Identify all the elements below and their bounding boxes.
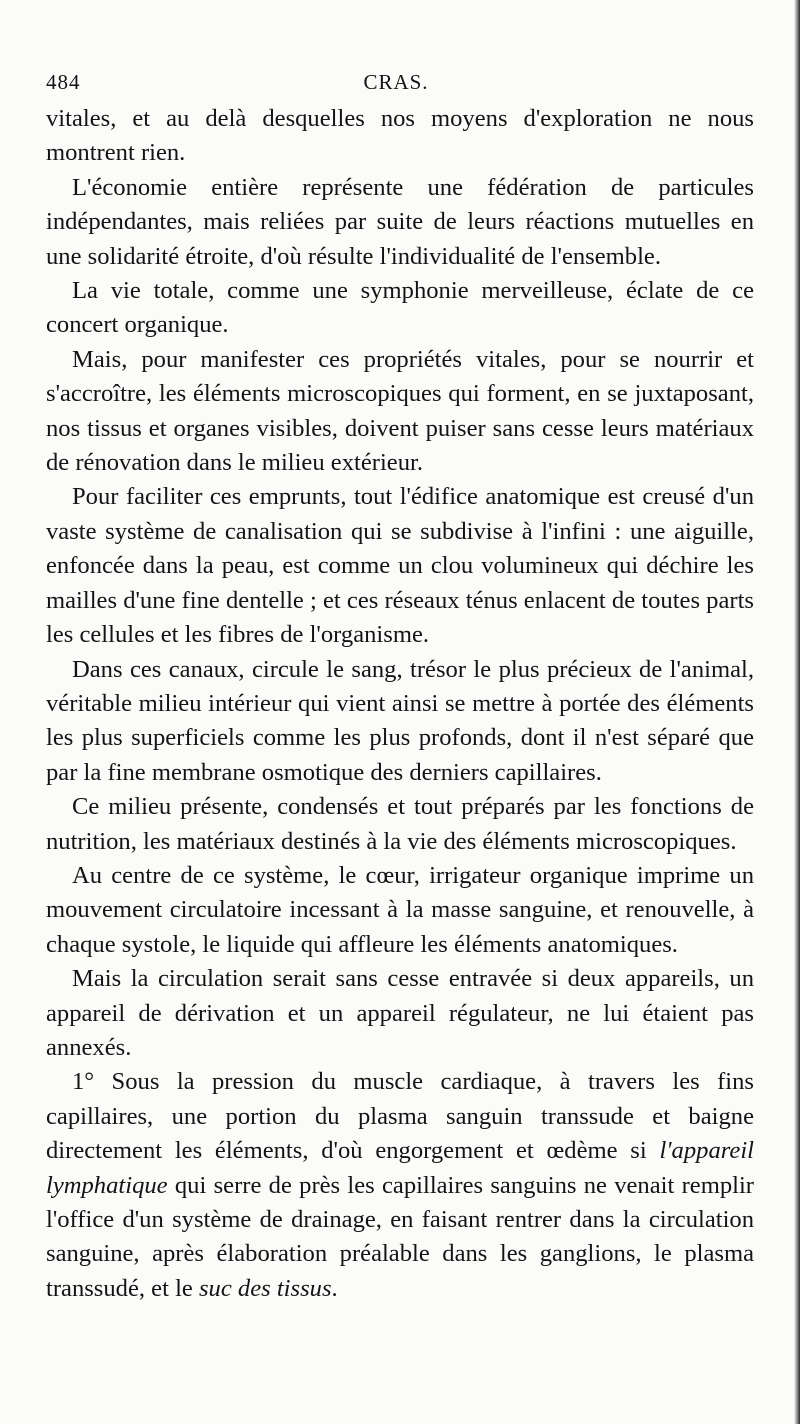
paragraph-text: 1° Sous la pression du muscle cardiaque, à travers les fins capillaires, une portion du plasma sanguin transsude et baigne directement les éléments, d'où engorgement et œdème si (46, 1068, 754, 1165)
paragraph: vitales, et au delà desquelles nos moyens d'exploration ne nous montrent rien. (46, 105, 754, 167)
page-header (46, 70, 746, 102)
running-head: CRAS. (363, 70, 429, 94)
paragraph: L'économie entière représente une fédération de particules indépendantes, mais reliées par suite de leurs réactions mutuelles en une solidarité étroite, d'où résulte l'individualité de l'ensemble. (46, 173, 754, 270)
paragraph: Ce milieu présente, condensés et tout préparés par les fonctions de nutrition, les matériaux destinés à la vie des éléments microscopiques. (46, 793, 754, 855)
italic-term: l'appareil lymphatique (46, 1137, 754, 1199)
paragraph (46, 1065, 754, 1306)
paragraph: Mais, pour manifester ces propriétés vitales, pour se nourrir et s'accroître, les éléments microscopiques qui forment, en se juxtaposant, nos tissus et organes visibles, doivent puiser sans cesse leurs matériaux de rénovation dans le milieu extérieur. (46, 345, 754, 477)
paragraph: La vie totale, comme une symphonie merveilleuse, éclate de ce concert organique. (46, 277, 754, 339)
paragraph-text: qui serre de près les capillaires sanguins ne venait remplir l'office d'un système de drainage, en faisant rentrer dans la circulation sanguine, après élaboration préalable dans les ganglions, le plasma transsudé, et le (46, 1171, 754, 1302)
paragraph: Dans ces canaux, circule le sang, trésor le plus précieux de l'animal, véritable milieu intérieur qui vient ainsi se mettre à portée des éléments les plus superficiels comme les plus profonds, dont il n'est séparé que par la fine membrane osmotique des derniers capillaires. (46, 655, 754, 786)
paragraph: Au centre de ce système, le cœur, irrigateur organique imprime un mouvement circulatoire incessant à la masse sanguine, et renouvelle, à chaque systole, le liquide qui affleure les éléments anatomiques. (46, 861, 754, 958)
scan-edge-shadow (794, 0, 800, 1424)
body-text (46, 102, 754, 1306)
paragraph: Pour faciliter ces emprunts, tout l'édifice anatomique est creusé d'un vaste système de canalisation qui se subdivise à l'infini : une aiguille, enfoncée dans la peau, est comme un clou volumineux qui déchire les mailles d'une fine dentelle ; et ces réseaux ténus enlacent de toutes parts les cellules et les fibres de l'organisme. (46, 483, 754, 649)
paragraph-text: . (331, 1274, 338, 1302)
page-number: 484 (46, 70, 81, 94)
italic-term: suc des tissus (198, 1274, 332, 1302)
paragraph: Mais la circulation serait sans cesse entravée si deux appareils, un appareil de dérivation et un appareil régulateur, ne lui étaient pas annexés. (46, 965, 754, 1061)
